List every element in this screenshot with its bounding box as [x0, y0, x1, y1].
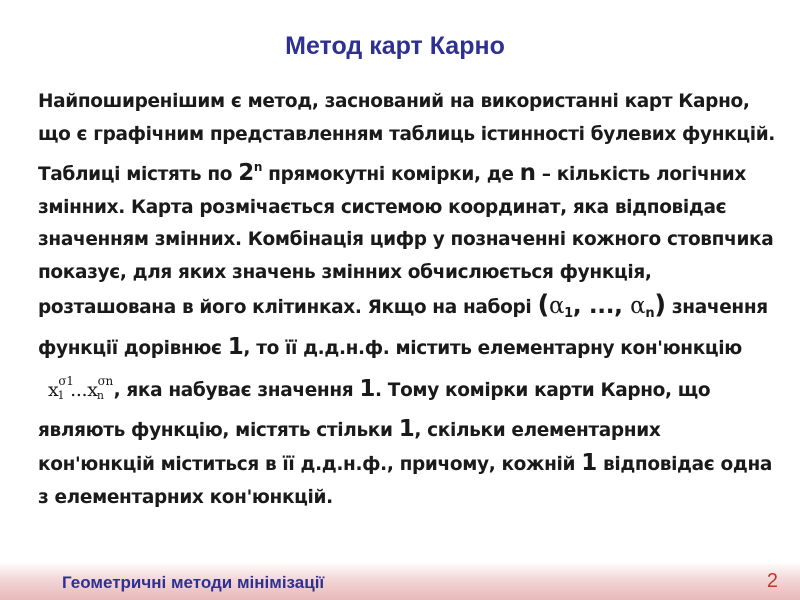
formula-dots: ... [70, 379, 88, 401]
exponent-n: n [253, 160, 263, 174]
footer-title: Геометричні методи мінімізації [62, 573, 325, 592]
number-one-b: 1 [359, 376, 376, 402]
open-paren: ( [537, 290, 549, 320]
body-text-3: – кількість логічних змінних. Карта розмічається системою координат, яка відповідає значенням змінних. Комбінація цифр у позначенні кожного стовпчика показує, для яких значень змінних обчислюється функція, розташована в його клітинках. Якщо на наборі [38, 164, 774, 318]
formula-xn: x [87, 379, 98, 401]
body-text-8: , скільки елементарних кон'юнкцій міститься в її д.д.н.ф., причому, кожній [38, 419, 661, 475]
formula-index-n: n [96, 389, 104, 402]
body-text-7: . Тому комірки карти Карно, що являють функцію, містять стільки [38, 380, 711, 441]
alpha-subscript-1: 1 [564, 306, 573, 321]
number-one-c: 1 [398, 415, 415, 442]
page-number: 2 [766, 570, 778, 592]
formula-sigman: σn [97, 374, 113, 388]
alpha-symbol-n: α [630, 293, 646, 319]
number-two: 2 [238, 160, 254, 186]
number-one-a: 1 [227, 333, 244, 360]
ellipsis: , ..., [572, 293, 631, 319]
body-text-5: , то її д.д.н.ф. містить елементарну кон'юнкцію [243, 337, 742, 359]
close-paren: ) [654, 290, 666, 320]
body-text-2: прямокутні комірки, де [262, 164, 520, 185]
body-text-1: Найпоширенішим є метод, заснований на використанні карт Карно, що є графічним представленням таблиць істинності булевих функцій. Таблиці містять по [38, 91, 775, 185]
elementary-conjunction-formula [38, 365, 114, 413]
formula-x1: x [48, 379, 59, 401]
body-text-4: значення функції дорівнює [38, 297, 768, 359]
alpha-symbol-1: α [548, 293, 565, 319]
slide-title: Метод карт Карно [285, 32, 505, 60]
alpha-subscript-n: n [645, 306, 655, 321]
body-text-6: , яка набуває значення [113, 380, 360, 401]
slide-body [38, 86, 778, 514]
number-one-d: 1 [581, 450, 597, 476]
formula-index-1: 1 [57, 389, 65, 402]
variable-n: n [519, 160, 536, 186]
body-text-9: відповідає одна з елементарних кон'юнкцій. [38, 454, 773, 508]
formula-sigma1: σ1 [58, 374, 74, 388]
